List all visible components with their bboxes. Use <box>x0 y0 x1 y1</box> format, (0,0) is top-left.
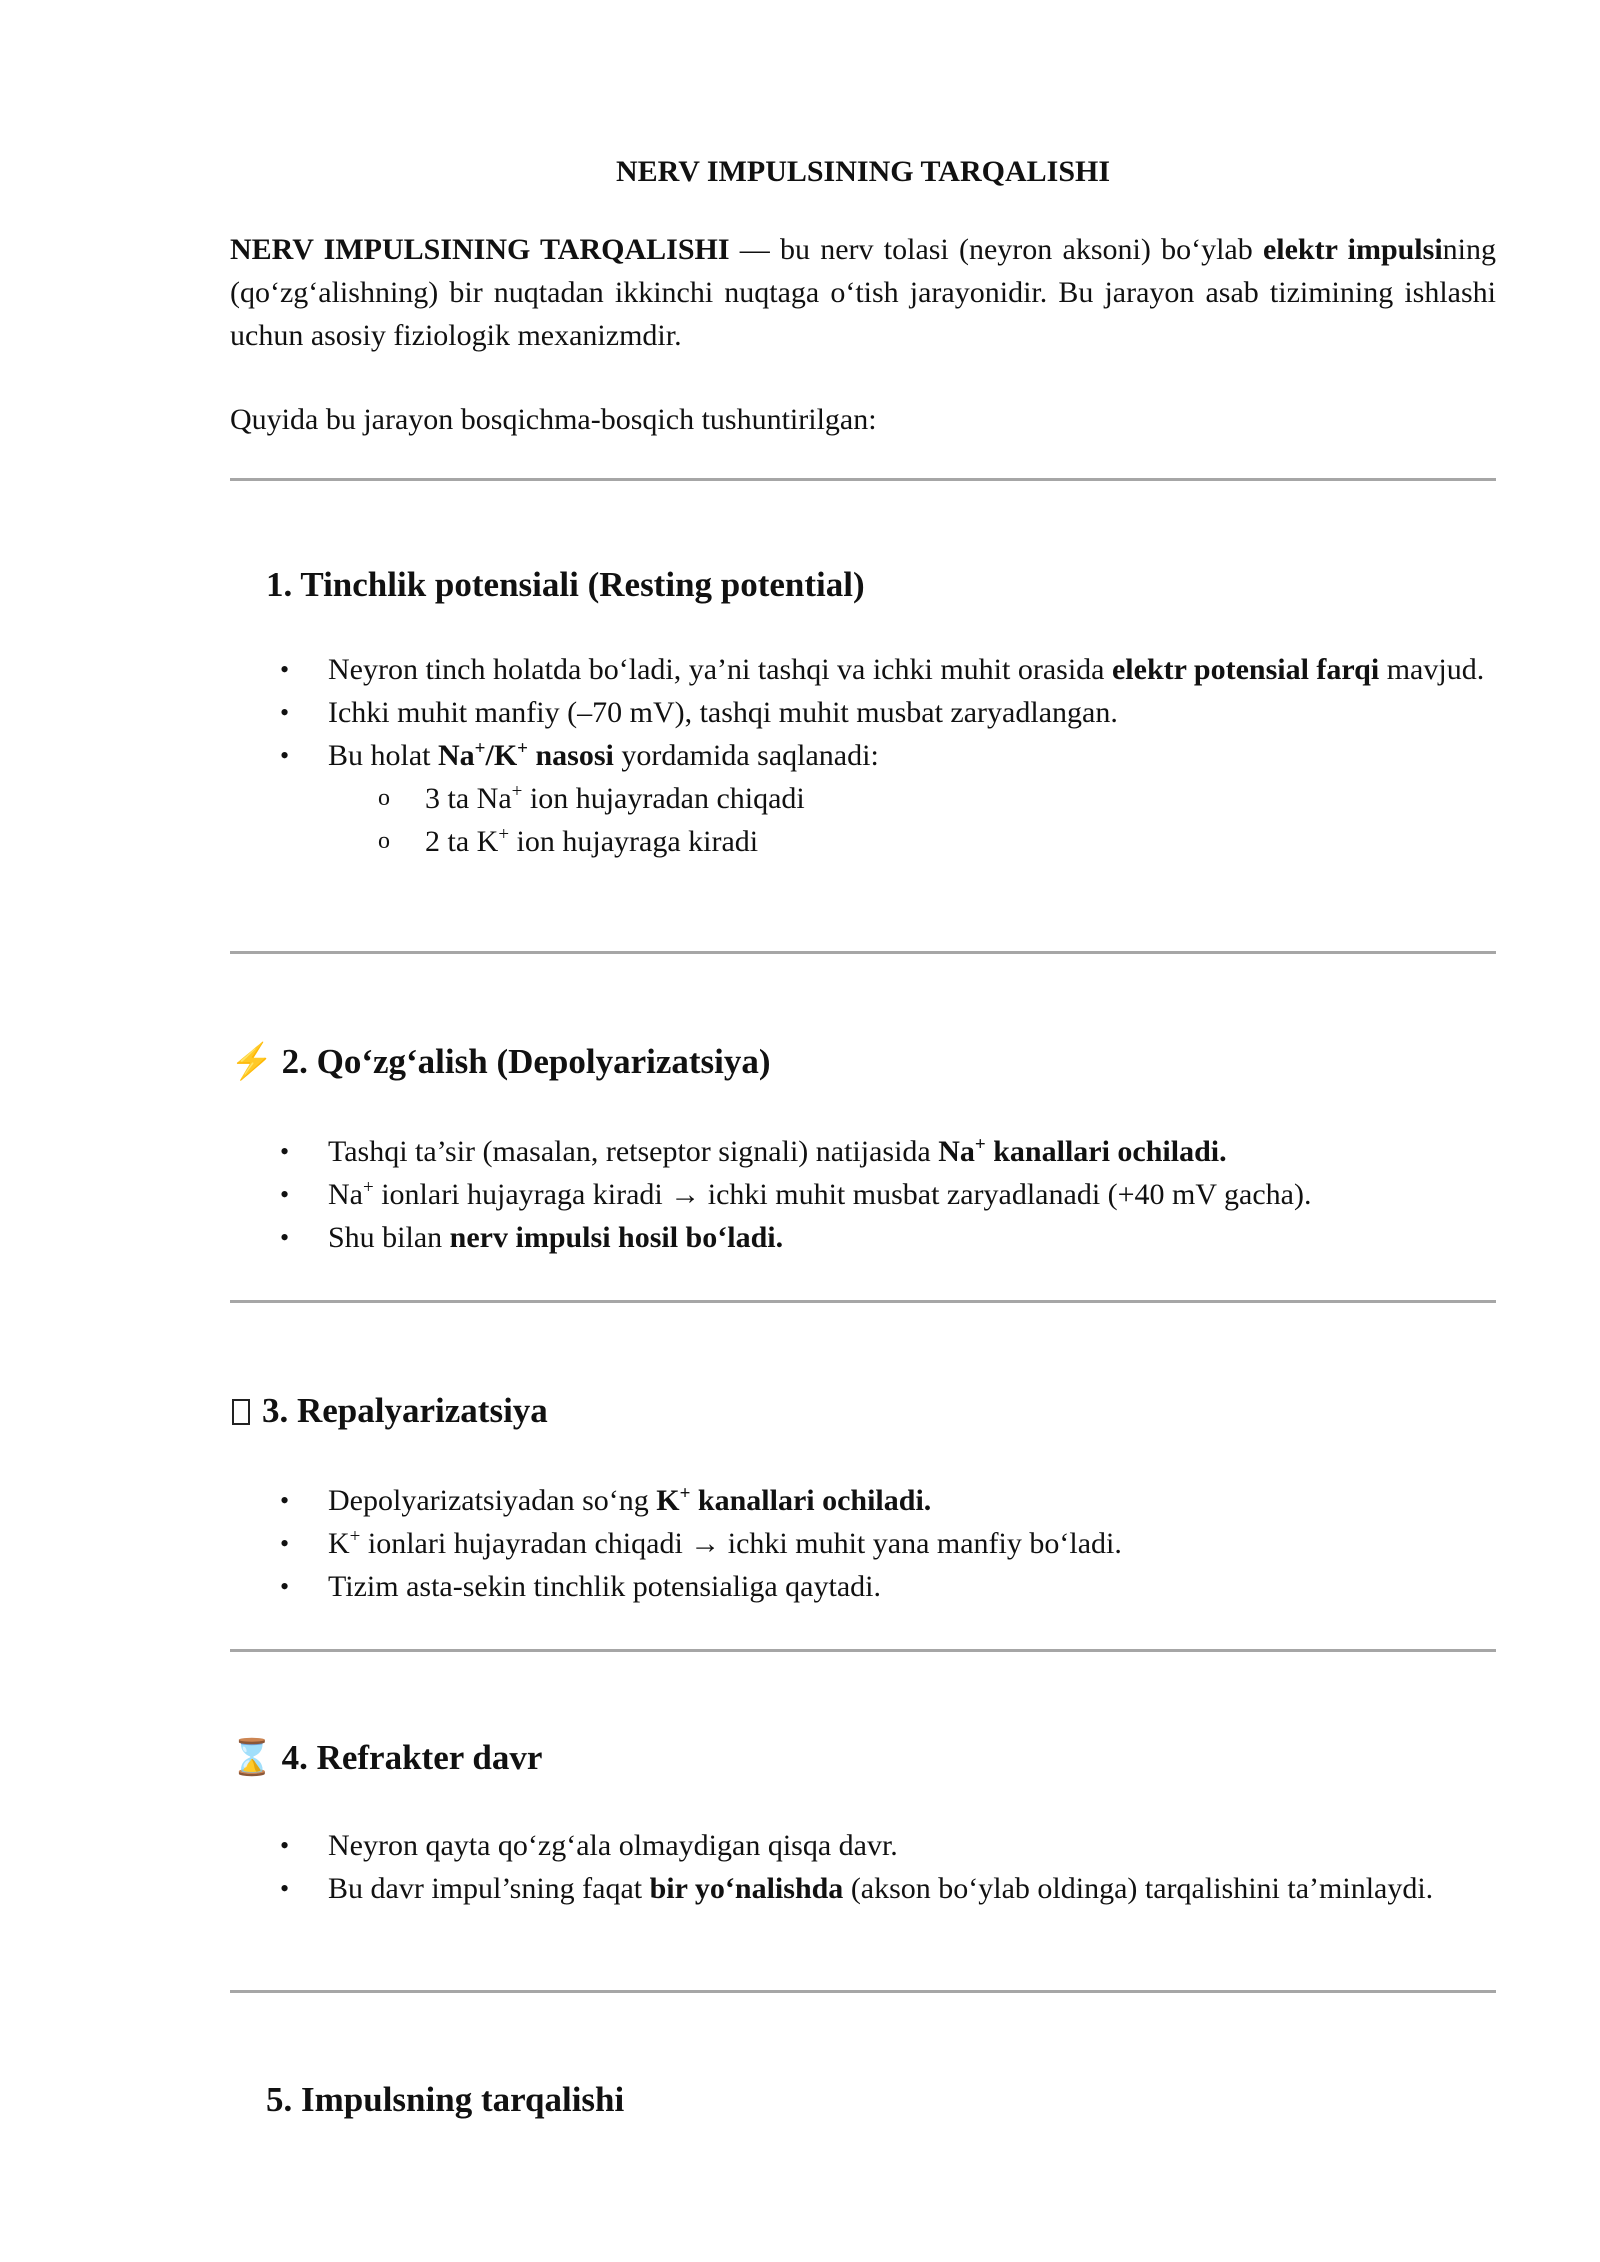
lightning-icon: ⚡ <box>230 1042 274 1081</box>
list-item: • Shu bilan nerv impulsi hosil bo‘ladi. <box>230 1216 1496 1259</box>
bullet-icon: • <box>280 1486 290 1515</box>
section-4-heading: ⌛ 4. Refrakter davr <box>230 1738 543 1777</box>
list-item: • Bu holat Na+/K+ nasosi yordamida saqlanadi: <box>230 734 1496 777</box>
sub-bullet-icon: o <box>378 828 390 854</box>
intro-bold-2: elektr impulsi <box>1262 233 1443 266</box>
list-item: • Bu davr impul’sning faqat bir yo‘nalishda (akson bo‘ylab oldinga) tarqalishini ta’minlaydi. <box>230 1867 1496 1910</box>
document-title: NERV IMPULSINING TARQALISHI <box>615 155 1111 188</box>
bullet-icon: • <box>280 741 290 770</box>
list-item: • K+ ionlari hujayradan chiqadi → ichki muhit yana manfiy bo‘ladi. <box>230 1522 1496 1565</box>
section-2-heading: ⚡ 2. Qo‘zg‘alish (Depolyarizatsiya) <box>230 1042 771 1081</box>
lead-in-paragraph: Quyida bu jarayon bosqichma-bosqich tushuntirilgan: <box>230 403 877 436</box>
section-3-heading: 3. Repalyarizatsiya <box>232 1389 548 1433</box>
bullet-icon: • <box>280 1137 290 1166</box>
bullet-icon: • <box>280 1529 290 1558</box>
list-item: • Ichki muhit manfiy (–70 mV), tashqi muhit musbat zaryadlangan. <box>230 691 1496 734</box>
section-4-list <box>230 1824 1496 1910</box>
list-item: • Neyron qayta qo‘zg‘ala olmaydigan qisqa davr. <box>230 1824 1496 1867</box>
bullet-icon: • <box>280 1180 290 1209</box>
bullet-icon: • <box>280 1831 290 1860</box>
intro-paragraph <box>230 228 1496 357</box>
list-item: • Na+ ionlari hujayraga kiradi → ichki muhit musbat zaryadlanadi (+40 mV gacha). <box>230 1173 1496 1216</box>
section-1-heading: 1. Tinchlik potensiali (Resting potential) <box>266 565 865 604</box>
divider-4 <box>230 1649 1496 1652</box>
list-item: • Depolyarizatsiyadan so‘ng K+ kanallari ochiladi. <box>230 1479 1496 1522</box>
bullet-icon: • <box>280 1572 290 1601</box>
intro-lead-bold: NERV IMPULSINING TARQALISHI <box>230 233 730 266</box>
sub-bullet-icon: o <box>378 785 390 811</box>
divider-3 <box>230 1300 1496 1303</box>
divider-2 <box>230 951 1496 954</box>
section-3-list <box>230 1479 1496 1608</box>
bullet-icon: • <box>280 1874 290 1903</box>
intro-text-1: — bu nerv tolasi (neyron aksoni) bo‘ylab <box>729 233 1263 266</box>
divider-1 <box>230 478 1496 481</box>
hourglass-icon: ⌛ <box>230 1738 274 1777</box>
list-item: • Neyron tinch holatda bo‘ladi, ya’ni tashqi va ichki muhit orasida elektr potensial farqi mavjud. <box>230 648 1496 691</box>
list-item: • Tizim asta-sekin tinchlik potensialiga qaytadi. <box>230 1565 1496 1608</box>
list-item: • Tashqi ta’sir (masalan, retseptor signali) natijasida Na+ kanallari ochiladi. <box>230 1130 1496 1173</box>
section-1-list <box>230 648 1496 863</box>
sub-list-item: o 3 ta Na+ ion hujayradan chiqadi <box>230 777 1496 820</box>
sub-list-item: o 2 ta K+ ion hujayraga kiradi <box>230 820 1496 863</box>
section-5-heading: 5. Impulsning tarqalishi <box>266 2080 625 2119</box>
divider-5 <box>230 1990 1496 1993</box>
bullet-icon: • <box>280 1223 290 1252</box>
section-2-list <box>230 1130 1496 1259</box>
bullet-icon: • <box>280 655 290 684</box>
missing-glyph-icon <box>232 1399 250 1425</box>
bullet-icon: • <box>280 698 290 727</box>
intro-text-2: ning (qo‘zg‘alishning) bir nuqtadan ikkinchi nuqtaga o‘tish jarayonidir. Bu jarayon asab tizimining ishlashi uchun asosiy fiziologik mexanizmdir. <box>230 233 1496 352</box>
